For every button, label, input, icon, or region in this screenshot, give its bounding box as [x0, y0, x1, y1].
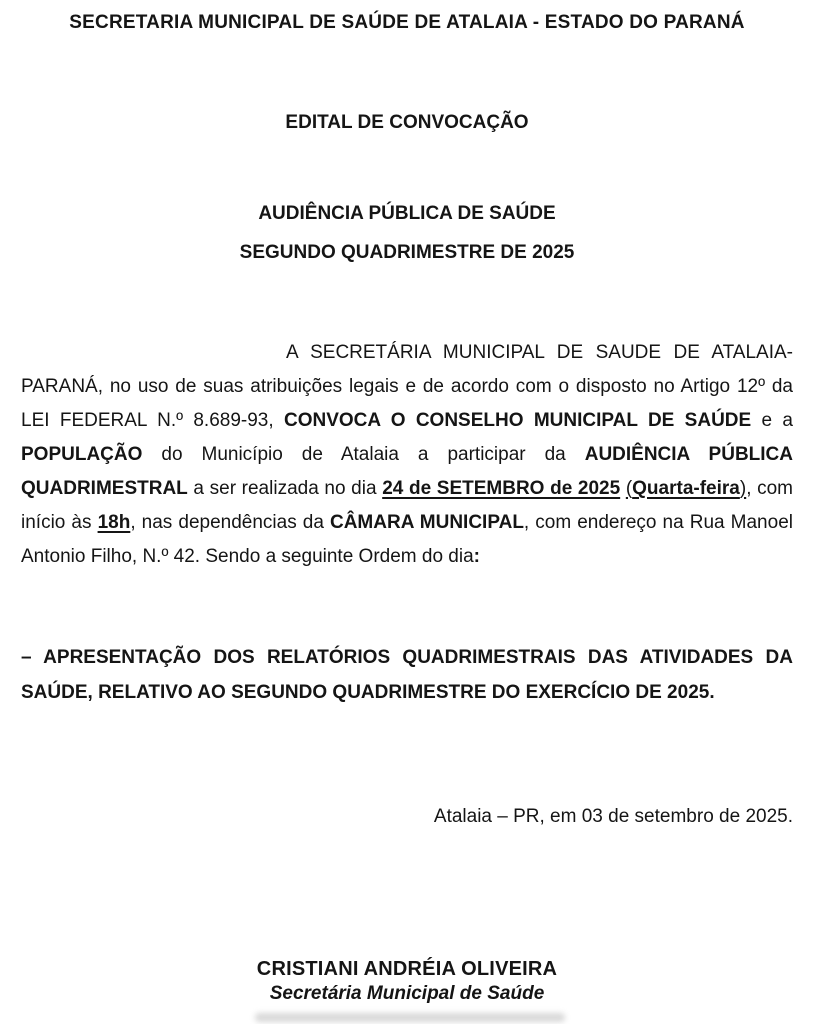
body-text-segment: do Município de Atalaia a participar da	[142, 444, 585, 465]
body-text-segment: a ser realizada no dia	[187, 478, 383, 499]
body-text-segment: 18h	[97, 512, 131, 533]
signature-role: Secretária Municipal de Saúde	[269, 983, 545, 1004]
subtitle-audiencia: AUDIÊNCIA PÚBLICA DE SAÚDE	[258, 203, 556, 224]
header-title: SECRETARIA MUNICIPAL DE SAÚDE DE ATALAIA - ESTADO DO PARANÁ	[69, 12, 745, 33]
body-text-segment: CÂMARA MUNICIPAL	[329, 512, 524, 533]
date-place-line: Atalaia – PR, em 03 de setembro de 2025.	[433, 806, 793, 827]
body-text-segment: , nas dependências da	[130, 512, 330, 533]
body-text-segment: A SECRETÁRIA MUNICIPAL DE SAUDE DE ATALAIA-PARANÁ, no uso de suas atribuições legais e de acordo com o disposto no Artigo 12º da LEI FEDERAL N.º 8.689-93,	[21, 342, 793, 431]
body-text-segment: Quarta-feira	[632, 478, 740, 499]
body-text-segment: e a	[751, 410, 793, 431]
body-text-segment: (	[625, 478, 633, 499]
body-text-segment: AUDIÊNCIA PÚBLICA QUADRIMESTRAL	[21, 444, 793, 499]
body-text-segment: CONVOCA O CONSELHO MUNICIPAL DE SAÚDE	[283, 410, 752, 431]
convocation-paragraph	[21, 336, 793, 574]
body-text-segment: , com endereço na Rua Manoel Antonio Filho, N.º 42. Sendo a seguinte Ordem do dia	[21, 512, 793, 567]
signature-name: CRISTIANI ANDRÉIA OLIVEIRA	[256, 958, 558, 980]
agenda-item: – APRESENTAÇÃO DOS RELATÓRIOS QUADRIMESTRAIS DAS ATIVIDADES DA SAÚDE, RELATIVO AO SEGUNDO QUADRIMESTRE DO EXERCÍCIO DE 2025.	[21, 647, 793, 703]
scan-smudge-artifact	[255, 1013, 565, 1022]
body-text-segment: )	[739, 478, 747, 499]
body-text-segment: , com início às	[21, 478, 794, 533]
document-title: EDITAL DE CONVOCAÇÃO	[285, 112, 529, 133]
subtitle-quadrimestre: SEGUNDO QUADRIMESTRE DE 2025	[239, 242, 575, 263]
body-text-segment: :	[473, 546, 480, 567]
body-text-segment: 24 de SETEMBRO de 2025	[382, 478, 621, 499]
signature-block	[0, 956, 814, 1006]
body-text-segment: POPULAÇÃO	[21, 444, 143, 465]
